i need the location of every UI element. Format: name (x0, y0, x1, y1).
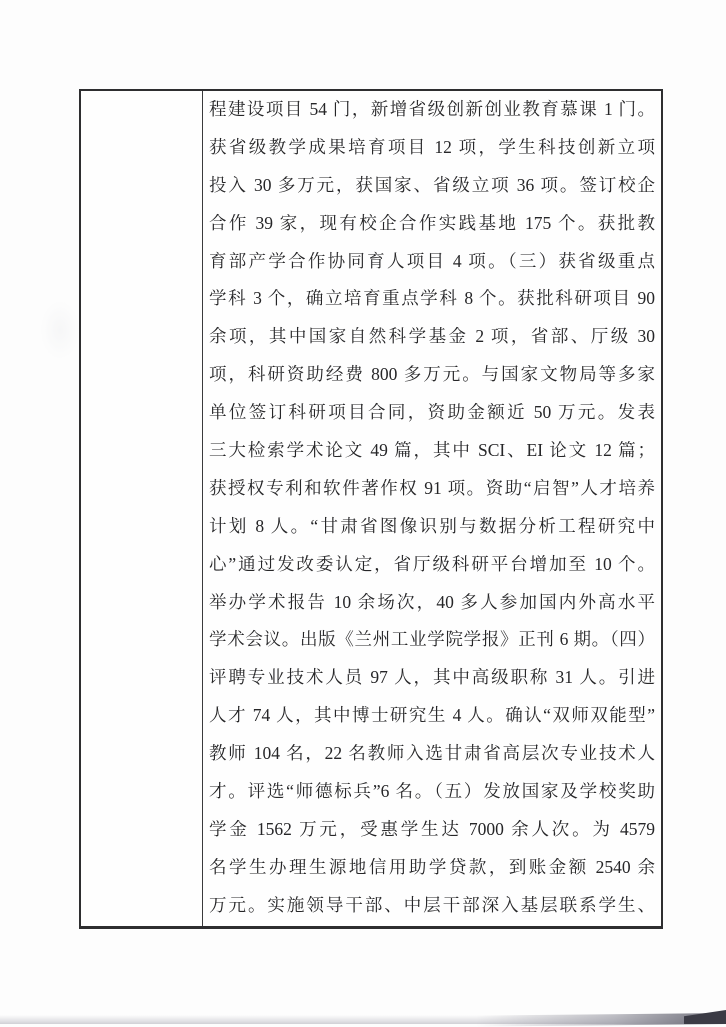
text-line: 单位签订科研项目合同，资助金额近 50 万元。发表 (209, 402, 655, 423)
text-line: 余项，其中国家自然科学基金 2 项，省部、厅级 30 (209, 326, 655, 347)
text-line: 计划 8 人。“甘肃省图像识别与数据分析工程研究中 (209, 515, 655, 536)
text-line: 万元。实施领导干部、中层干部深入基层联系学生、 (209, 894, 655, 915)
text-line: 程建设项目 54 门，新增省级创新创业教育慕课 1 门。 (209, 99, 655, 119)
scan-smudge (40, 300, 80, 360)
text-line: 才。评选“师德标兵”6 名。（五）发放国家及学校奖助 (209, 781, 655, 802)
document-table (79, 89, 663, 929)
text-line: 教师 104 名，22 名教师入选甘肃省高层次专业技术人 (209, 743, 655, 764)
text-line: 投入 30 多万元，获国家、省级立项 36 项。签订校企 (209, 174, 655, 195)
text-line: 三大检索学术论文 49 篇，其中 SCI、EI 论文 12 篇； (209, 440, 655, 461)
text-line: 举办学术报告 10 余场次，40 多人参加国内外高水平 (209, 591, 655, 612)
text-line: 心”通过发改委认定，省厅级科研平台增加至 10 个。 (209, 553, 655, 574)
text-line: 合作 39 家，现有校企合作实践基地 175 个。获批教 (209, 212, 655, 233)
text-line: 获省级教学成果培育项目 12 项，学生科技创新立项 (209, 136, 655, 157)
text-line: 评聘专业技术人员 97 人，其中高级职称 31 人。引进 (209, 667, 655, 688)
text-line: 育部产学合作协同育人项目 4 项。（三）获省级重点 (209, 250, 655, 271)
text-line: 学科 3 个，确立培育重点学科 8 个。获批科研项目 90 (209, 288, 655, 309)
text-line: 学术会议。出版《兰州工业学院学报》正刊 6 期。（四） (209, 629, 655, 650)
text-line: 人才 74 人，其中博士研究生 4 人。确认“双师双能型” (209, 705, 655, 726)
text-line: 项，科研资助经费 800 多万元。与国家文物局等多家 (209, 364, 655, 385)
table-stub-cell (81, 91, 203, 926)
scan-corner-smudge (684, 1010, 726, 1024)
text-line: 获授权专利和软件著作权 91 项。资助“启智”人才培养 (209, 477, 655, 498)
table-text-cell (203, 91, 661, 926)
text-line: 学金 1562 万元，受惠学生达 7000 余人次。为 4579 (209, 818, 655, 839)
text-line: 名学生办理生源地信用助学贷款，到账金额 2540 余 (209, 856, 655, 877)
